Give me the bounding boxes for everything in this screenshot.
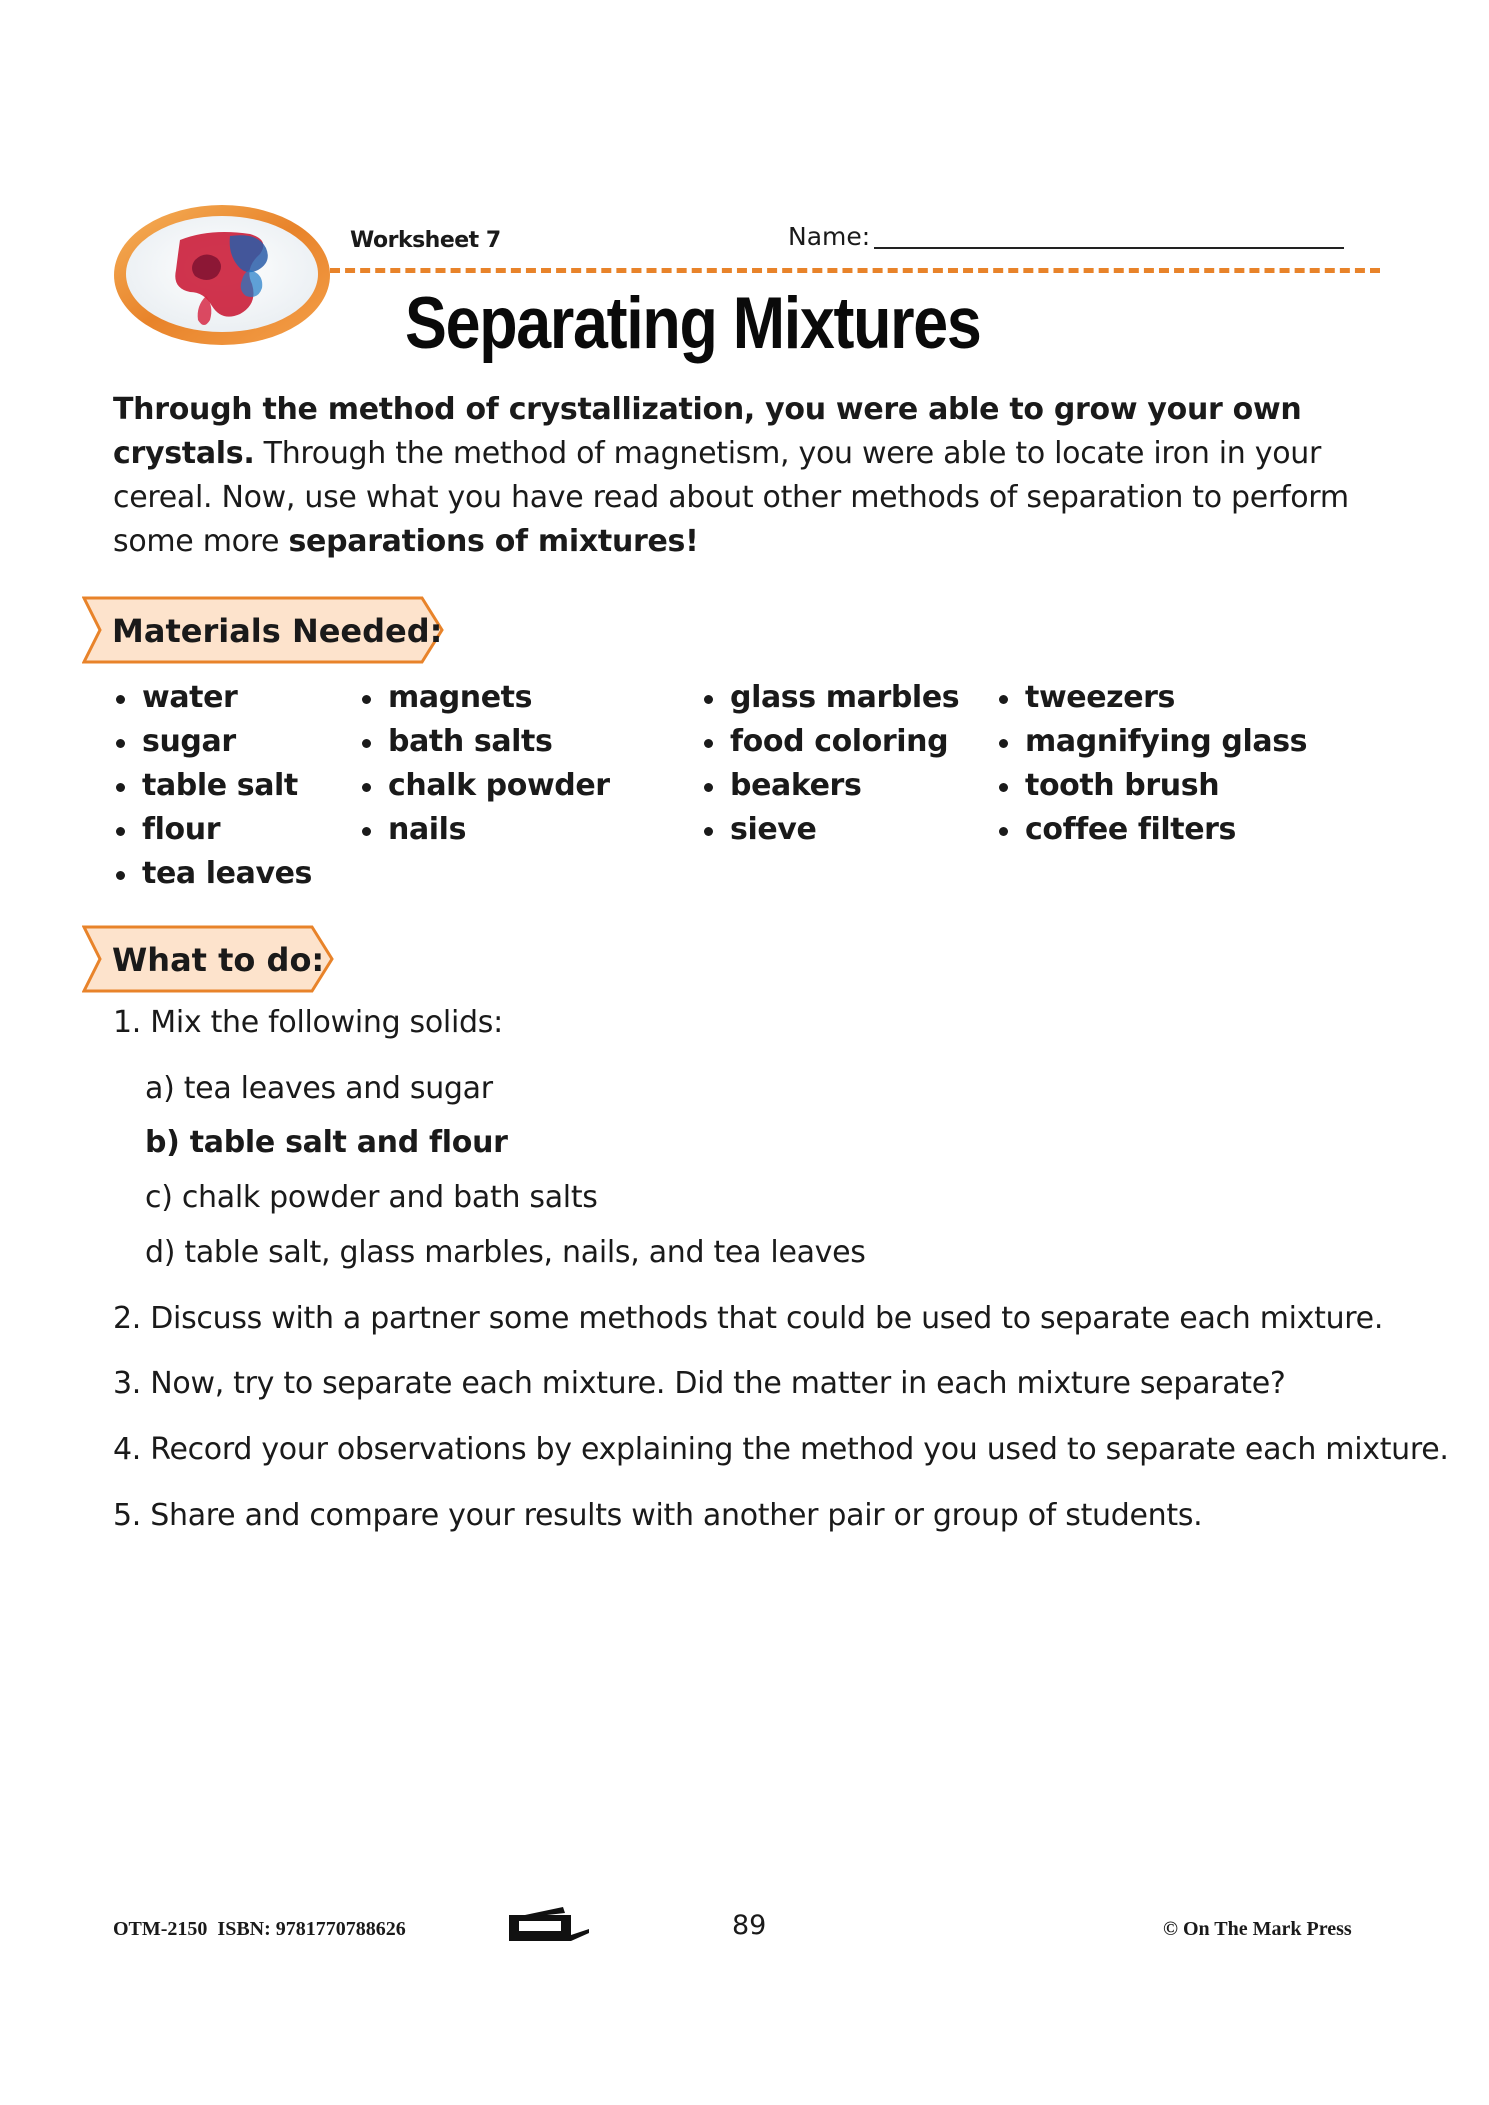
intro-paragraph [113, 388, 1363, 564]
step-1-sub-c: c) chalk powder and bath salts [145, 1180, 598, 1215]
list-item: chalk powder [358, 764, 610, 808]
copyright: © On The Mark Press [1163, 1918, 1352, 1940]
header-divider [330, 268, 1380, 273]
list-item: sugar [112, 720, 312, 764]
page-title: Separating Mixtures [405, 283, 981, 364]
list-item: water [112, 676, 312, 720]
step-2: 2. Discuss with a partner some methods that could be used to separate each mixture. [113, 1301, 1384, 1336]
ink-in-water-oval-logo-icon [110, 200, 335, 350]
page-number: 89 [732, 1910, 767, 1941]
list-item: bath salts [358, 720, 610, 764]
list-item: magnifying glass [995, 720, 1307, 764]
step-1-sub-a: a) tea leaves and sugar [145, 1071, 493, 1106]
step-5: 5. Share and compare your results with another pair or group of students. [113, 1498, 1203, 1533]
step-1-sub-d: d) table salt, glass marbles, nails, and tea leaves [145, 1235, 866, 1270]
step-3: 3. Now, try to separate each mixture. Did the matter in each mixture separate? [113, 1366, 1286, 1401]
list-item: sieve [700, 808, 959, 852]
worksheet-number: Worksheet 7 [350, 228, 501, 253]
instructions-heading: What to do: [112, 941, 325, 979]
list-item: flour [112, 808, 312, 852]
materials-heading-banner [82, 596, 444, 664]
list-item: food coloring [700, 720, 959, 764]
name-label: Name: [788, 222, 871, 251]
list-item: coffee filters [995, 808, 1307, 852]
materials-column-1 [112, 676, 312, 896]
list-item: nails [358, 808, 610, 852]
list-item: beakers [700, 764, 959, 808]
list-item: tea leaves [112, 852, 312, 896]
materials-column-2 [358, 676, 610, 852]
instructions-heading-banner [82, 925, 334, 993]
intro-bold-tail: separations of mixtures! [288, 524, 699, 559]
list-item: magnets [358, 676, 610, 720]
printer-icon [505, 1905, 595, 1945]
name-field-line[interactable] [874, 247, 1344, 249]
materials-column-4 [995, 676, 1307, 852]
list-item: table salt [112, 764, 312, 808]
step-1-sub-b: b) table salt and flour [145, 1125, 508, 1160]
list-item: tooth brush [995, 764, 1307, 808]
footer-isbn: OTM-2150 ISBN: 9781770788626 [113, 1918, 406, 1940]
step-4: 4. Record your observations by explaining the method you used to separate each mixture. [113, 1432, 1449, 1467]
intro-bold-lead: Through the method of crystallization, you were able to grow your own crystals. [113, 392, 1302, 471]
materials-heading: Materials Needed: [112, 612, 443, 650]
materials-column-3 [700, 676, 959, 852]
list-item: glass marbles [700, 676, 959, 720]
step-1: 1. Mix the following solids: [113, 1005, 503, 1040]
intro-body: Through the method of magnetism, you were able to locate iron in your cereal. Now, use what you have read about other methods of separation to perform some more [113, 436, 1349, 559]
list-item: tweezers [995, 676, 1307, 720]
